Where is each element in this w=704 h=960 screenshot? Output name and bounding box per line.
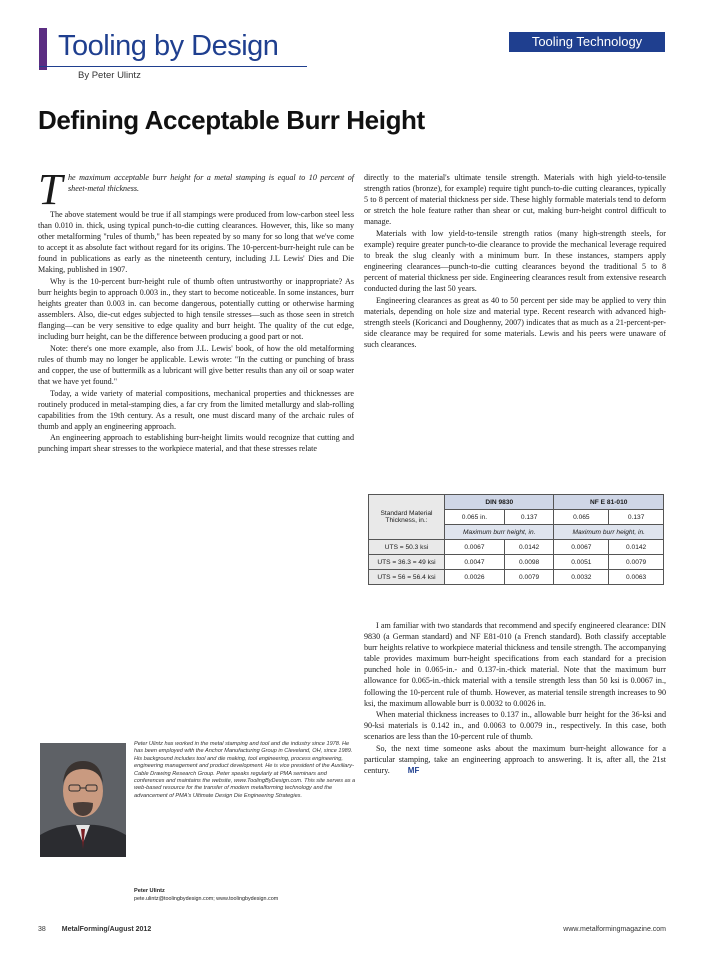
body-paragraph: The above statement would be true if all stampings were produced from low-carbon steel less than 0.010 in. thick, using typical punch-to-die cutting clearances. However, this, like so many other metalforming "rules of thumb," has been repeated by so many for so long that we've come to accept it as absolute fact without regard for its origins. The 10-percent-burr-height rule can be found in publications as early as the nineteenth century, including J.L Lewis' Dies and Die Making, published in 1907.: [38, 209, 354, 274]
byline: By Peter Ulintz: [78, 70, 141, 81]
table-cell: 0.0051: [554, 555, 609, 570]
body-paragraph: Engineering clearances as great as 40 to 50 percent per side may be applied to very thin materials, depending on hole size and material type. Recent research with advanced high-strength steels (Koricanci and Doughenny, 2007) indicates that as much as a 21-percent-per-side clearance may be required for some materials. Lewis and his peers were unaware of such clearances.: [364, 296, 666, 350]
end-mark: MF: [407, 766, 420, 776]
bio-text: Peter Ulintz has worked in the metal stamping and tool and die industry since 1978. He has been employed with the Anchor Manufacturing Group in Cleveland, OH, since 1989. His background includes tool and die making, tool engineering, process engineering, engineering management and product development. He is vice president of the Auxiliary-Cable Drawing Research Group. Peter speaks regularly at PMA seminars and conferences and maintains the website, www.ToolingByDesign.com. This site serves as a web-based resource for the transfer of modern metalforming technology and the advancement of PMA's Ultimate Design Die Engineering Strategies.: [134, 741, 356, 799]
table-thickness-cell: 0.137: [504, 510, 554, 525]
header-divider: [39, 66, 307, 67]
table-thickness-cell: 0.065: [554, 510, 609, 525]
table-cell: 0.0067: [445, 540, 505, 555]
table-cell: 0.0063: [609, 570, 664, 585]
author-portrait-image: [40, 743, 126, 857]
body-paragraph: Today, a wide variety of material compositions, mechanical properties and thicknesses are routinely produced in metal-stamping dies, a far cry from the limited metallurgy and slab-rolling capabilities from the 19th century. As a result, one must discard many of the archaic rules of thumb and apply an engineering approach.: [38, 388, 354, 431]
body-paragraph: An engineering approach to establishing burr-height limits would recognize that cutting and punching impart shear stresses to the workpiece material, and that these stresses relate: [38, 433, 354, 454]
publication-name: MetalForming/August 2012: [61, 926, 152, 933]
table-corner-label: Standard Material Thickness, in.:: [369, 495, 445, 540]
table-row: [369, 570, 664, 585]
table-max-burr-header: Maximum burr height, in.: [445, 525, 554, 540]
drop-cap: T: [38, 165, 63, 214]
table-standard-header: NF E 81-010: [554, 495, 664, 510]
table-row-label: UTS = 50.3 ksi: [369, 540, 445, 555]
table-row-label: UTS = 56 = 56.4 ksi: [369, 570, 445, 585]
article-title: Defining Acceptable Burr Height: [38, 105, 425, 135]
footer-website: www.metalformingmagazine.com: [563, 926, 666, 933]
header-accent-bar: [39, 28, 47, 70]
body-paragraph: Materials with low yield-to-tensile strength ratios (many high-strength steels, for example) require greater punch-to-die clearance to provide the mechanical leverage required to break the slug cleanly with a minimum burr. In these instances, stampers apply engineering clearances—punch-to-die cutting clearances beyond the traditional 5 to 8 percent of material thickness per side. Engineering clearances result from extensive research conducted during the last 50 years.: [364, 228, 666, 294]
table-cell: 0.0047: [445, 555, 505, 570]
body-paragraph: directly to the material's ultimate tensile strength. Materials with high yield-to-tensile strength ratios (bronze), for example) require tight punch-to-die cutting clearances, typically 5 to 8 percent of material thickness per side. These highly formable materials tend to deform or stretch the hole feature rather than shear or cut, making burr-height control difficult to manage.: [364, 173, 666, 227]
section-tag: Tooling Technology: [509, 32, 665, 52]
right-column-bottom: [364, 620, 666, 777]
table-cell: 0.0142: [609, 540, 664, 555]
footer-left: [38, 926, 151, 933]
author-bio: [38, 738, 356, 908]
table-standard-header: DIN 9830: [445, 495, 554, 510]
body-paragraph: I am familiar with two standards that recommend and specify engineered clearance: DIN 9830 (a German standard) and NF E81-010 (a French standard). Both classify acceptable burr heights relative to workpiece material thickness and tensile strength. The accompanying table provides maximum burr-height specifications from each standard for a precision punched hole in 0.065-in.- and 0.137-in.-thick material. Note that the maximum burr allowance for 0.065-in.-thick material with a tensile strength less than 50 ksi is 0.0067 in., following the 10-percent rule of thumb. However, as material tensile strength increases to 90 ksi, the maximum allowable burr is 0.0032 to 0.0026 in.: [364, 621, 666, 708]
table-thickness-cell: 0.065 in.: [445, 510, 505, 525]
bio-contact: pete.ulintz@toolingbydesign.com; www.toolingbydesign.com: [134, 896, 279, 902]
right-column-top: [364, 172, 666, 351]
bio-name: Peter Ulintz: [134, 888, 165, 894]
table-max-burr-header: Maximum burr height, in.: [554, 525, 664, 540]
body-paragraph: Note: there's one more example, also from J.L. Lewis' book, of how the old metalforming rules of thumb may no longer be applicable. Lewis wrote: "In the cutting or punching of brass and copper, the use of buttermilk as a lubricant will give better results than any oil or soap water that we have yet found.": [38, 343, 354, 386]
table-row: [369, 555, 664, 570]
lede-text: he maximum acceptable burr height for a metal stamping is equal to 10 percent of sheet-metal thickness.: [68, 173, 354, 194]
closing-text: So, the next time someone asks about the maximum burr-height allowance for a particular stamping, take an engineering approach to answering. It is, after all, the 21st century.: [364, 744, 666, 776]
burr-height-table: [368, 494, 664, 585]
table-cell: 0.0026: [445, 570, 505, 585]
lede-paragraph: [38, 165, 354, 214]
table-cell: 0.0032: [554, 570, 609, 585]
table-row-label: UTS = 36.3 = 49 ksi: [369, 555, 445, 570]
body-paragraph: Why is the 10-percent burr-height rule of thumb often untrustworthy or inappropriate? As burr heights begin to approach 0.003 in., they start to become noticeable. In some instances, burr heights greater than 0.003 in. can become dangerous, potentially cutting or otherwise harming assemblers. Also, die-cut edges subjected to high tensile stresses—such as those seen in stretch flanging—can be very sensitive to edge quality and burr height. The quality of the cut edge, including burr height, can be the difference between producing a good part or not.: [38, 276, 354, 342]
table-row: [369, 540, 664, 555]
table-thickness-cell: 0.137: [609, 510, 664, 525]
page-number: 38: [38, 926, 46, 933]
table-cell: 0.0079: [504, 570, 554, 585]
table-cell: 0.0142: [504, 540, 554, 555]
body-paragraph: [364, 743, 666, 776]
author-photo: [40, 743, 126, 857]
section-title: Tooling by Design: [58, 30, 279, 62]
table-cell: 0.0098: [504, 555, 554, 570]
body-paragraph: When material thickness increases to 0.137 in., allowable burr height for the 36-ksi and 90-ksi materials is 0.142 in., and 0.0063 to 0.0079 in., respectively. In this case, both scenarios are less than the 10-percent rule of thumb.: [364, 710, 666, 742]
left-column: [38, 165, 354, 455]
table-cell: 0.0067: [554, 540, 609, 555]
table-cell: 0.0079: [609, 555, 664, 570]
